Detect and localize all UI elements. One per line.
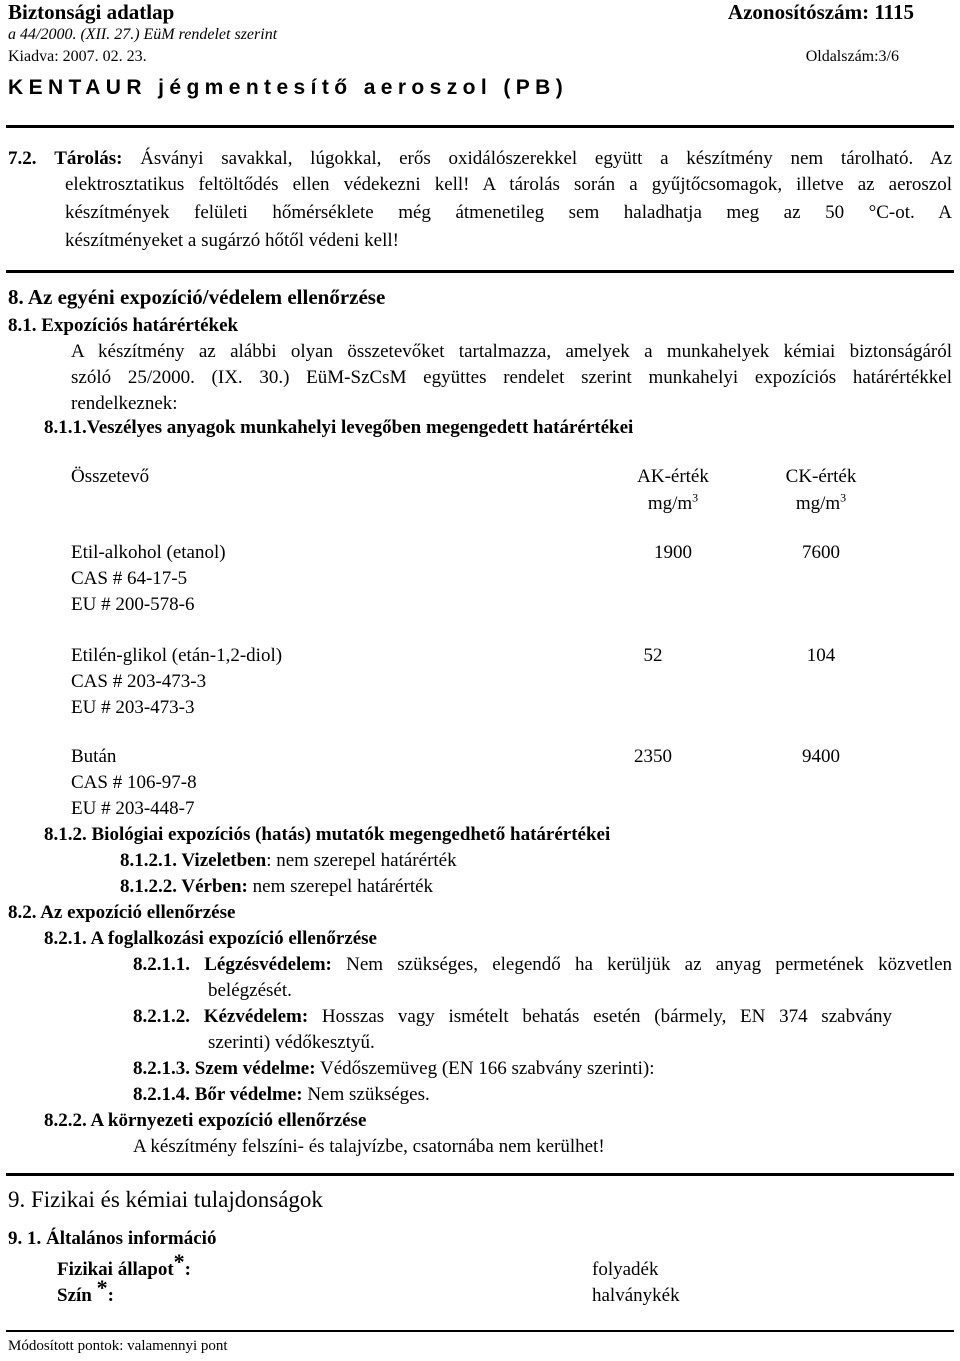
section-8-2-1-1-cont: belégzését.: [208, 980, 292, 1001]
page-number: Oldalszám:3/6: [805, 48, 899, 65]
section-8-title: 8. Az egyéni expozíció/védelem ellenőrzése: [8, 285, 386, 309]
doc-type-title: Biztonsági adatlap: [8, 0, 175, 24]
column-header-ak: AK-érték: [637, 466, 709, 487]
section-divider-9: [6, 1173, 954, 1176]
section-7-2-line-3: készítmények felületi hőmérséklete még átmenetileg sem haladhatja meg az 50 °C-ot. A: [65, 202, 952, 223]
physical-state-label: Fizikai állapot*:: [57, 1249, 191, 1280]
footer-divider: [6, 1330, 954, 1332]
section-8-2-2-title: 8.2.2. A környezeti expozíció ellenőrzése: [44, 1110, 367, 1131]
component-cas: CAS # 64-17-5: [71, 568, 188, 589]
section-8-1-2-title: 8.1.2. Biológiai expozíciós (hatás) mutatók megengedhető határértékei: [44, 824, 611, 845]
section-8-1-2-2: 8.1.2.2. Vérben: nem szerepel határérték: [120, 876, 434, 897]
component-eu: EU # 203-448-7: [71, 798, 195, 819]
ak-value: 52: [643, 645, 663, 666]
ak-value: 1900: [654, 542, 692, 563]
component-eu: EU # 200-578-6: [71, 594, 195, 615]
product-name: KENTAUR jégmentesítő aeroszol (PB): [8, 76, 569, 99]
component-name: Bután: [71, 746, 117, 767]
component-cas: CAS # 106-97-8: [71, 772, 197, 793]
section-8-1-line-2: szóló 25/2000. (IX. 30.) EüM-SzCsM együttes rendelet szerint munkahelyi expozíciós határértékkel: [71, 367, 952, 388]
section-7-2-line-2: elektrosztatikus feltöltődés ellen védekezni kell! A tárolás során a gyűjtőcsomagok, illetve az aeroszol: [65, 174, 952, 195]
ak-value: 2350: [634, 746, 672, 767]
component-name: Etilén-glikol (etán-1,2-diol): [71, 645, 283, 666]
column-header-component: Összetevő: [71, 466, 150, 487]
physical-state-value: folyadék: [592, 1259, 659, 1280]
footer-text: Módosított pontok: valamennyi pont: [8, 1338, 228, 1354]
section-9-1-title: 9. 1. Általános információ: [8, 1228, 217, 1249]
section-7-2-line-1: Ásványi savakkal, lúgokkal, erős oxidálószerekkel együtt a készítmény nem tárolható. Az: [140, 148, 953, 169]
section-9-title: 9. Fizikai és kémiai tulajdonságok: [8, 1187, 323, 1212]
section-8-2-1-4: 8.2.1.4. Bőr védelme: Nem szükséges.: [133, 1084, 430, 1105]
issue-date: Kiadva: 2007. 02. 23.: [8, 48, 147, 65]
ck-value: 9400: [802, 746, 840, 767]
regulation-ref: a 44/2000. (XII. 27.) EüM rendelet szerint: [8, 26, 278, 43]
ck-value: 7600: [802, 542, 840, 563]
unit-ak: $mg/m^3$: [647, 490, 699, 514]
section-8-1-text: [71, 341, 952, 421]
ck-value: 104: [806, 645, 836, 666]
section-8-2-1-2: 8.2.1.2. Kézvédelem: Hosszas vagy ismételt behatás esetén (bármely, EN 374 szabvány: [133, 1006, 893, 1027]
section-8-1-title: 8.1. Expozíciós határértékek: [8, 315, 239, 336]
color-value: halványkék: [592, 1285, 680, 1306]
section-8-2-1-2-cont: szerinti) védőkesztyű.: [208, 1032, 375, 1053]
section-7-2-label: Tárolás:: [54, 148, 123, 169]
header-divider: [6, 125, 954, 128]
component-cas: CAS # 203-473-3: [71, 671, 207, 692]
section-8-2-1-1: 8.2.1.1. Légzésvédelem: Nem szükséges, elegendő ha kerüljük az anyag permetének közvetlen: [133, 954, 953, 975]
doc-id: Azonosítószám: 1115: [727, 0, 914, 24]
section-7-2: [8, 148, 952, 258]
section-7-2-number: 7.2.: [8, 148, 37, 169]
exposure-limits-table: [0, 466, 960, 826]
section-8-1-line-1: A készítmény az alábbi olyan összetevőket tartalmazza, amelyek a munkahelyek kémiai biztonságáról: [71, 341, 952, 362]
section-8-1-1-title: 8.1.1.Veszélyes anyagok munkahelyi levegőben megengedett határértékei: [44, 417, 634, 438]
section-8-1-line-3: rendelkeznek:: [71, 393, 178, 414]
column-header-ck: CK-érték: [785, 466, 857, 487]
section-7-2-line-4: készítményeket a sugárzó hőtől védeni kell!: [65, 230, 399, 251]
section-divider-8: [6, 270, 954, 273]
color-label: Szín *:: [57, 1275, 114, 1306]
component-name: Etil-alkohol (etanol): [71, 542, 226, 563]
section-8-2-1-title: 8.2.1. A foglalkozási expozíció ellenőrzése: [44, 928, 377, 949]
component-eu: EU # 203-473-3: [71, 697, 195, 718]
section-8-2-1-3: 8.2.1.3. Szem védelme: Védőszemüveg (EN 166 szabvány szerinti):: [133, 1058, 655, 1079]
section-8-2-2-text: A készítmény felszíni- és talajvízbe, csatornába nem kerülhet!: [133, 1136, 605, 1157]
section-8-2-title: 8.2. Az expozíció ellenőrzése: [8, 902, 236, 923]
unit-ck: $mg/m^3$: [795, 490, 847, 514]
section-8-1-2-1: 8.1.2.1. Vizeletben: nem szerepel határérték: [120, 850, 457, 871]
